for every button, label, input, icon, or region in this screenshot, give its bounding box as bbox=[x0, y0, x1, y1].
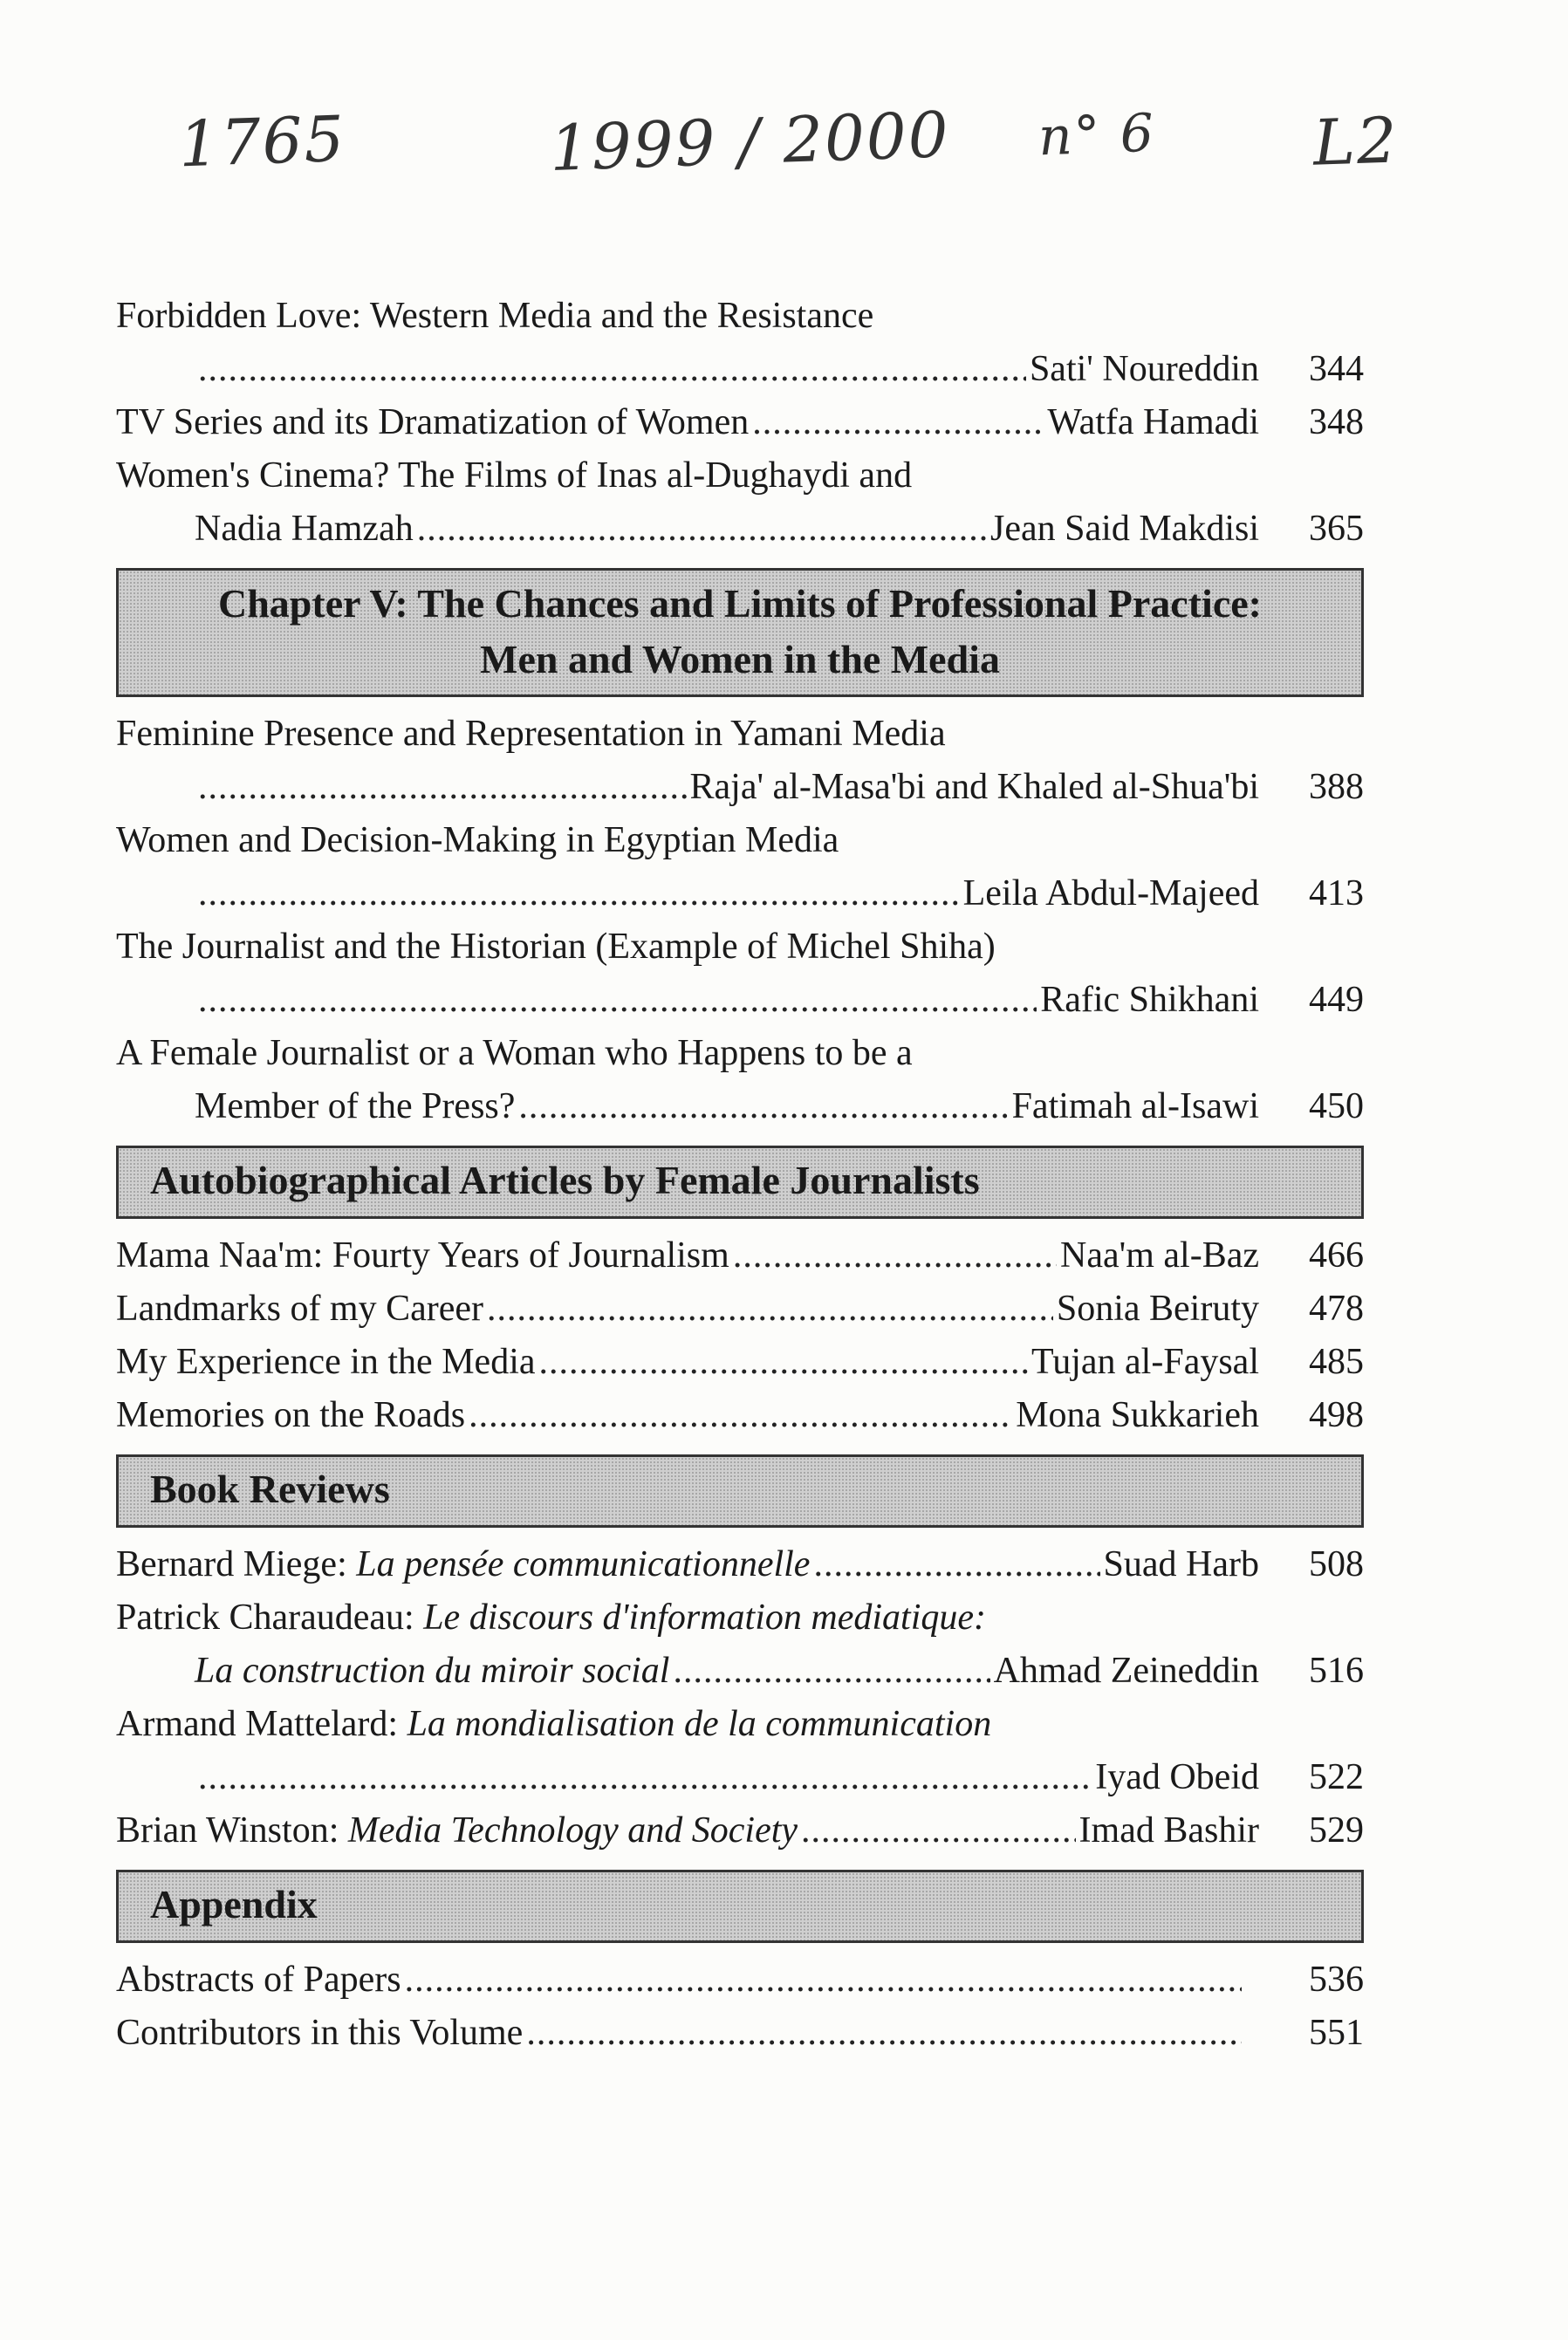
entry-title: Memories on the Roads bbox=[116, 1395, 466, 1435]
entry-title bbox=[116, 1698, 1364, 1751]
review-author-name: Armand Mattelard: bbox=[116, 1704, 407, 1744]
handwritten-note-2: 1999 / 2000 bbox=[548, 98, 951, 185]
entry-page: 388 bbox=[1309, 767, 1364, 807]
table-of-contents bbox=[116, 290, 1364, 2060]
toc-entry bbox=[116, 1645, 1364, 1698]
toc-entry bbox=[116, 1283, 1364, 1336]
toc-entry bbox=[116, 1751, 1364, 1804]
toc-entry bbox=[116, 761, 1364, 814]
leader-dots bbox=[526, 2007, 1242, 2060]
entry-title bbox=[195, 1645, 669, 1698]
entry-author: Watfa Hamadi bbox=[1047, 402, 1259, 442]
entry-title: A Female Journalist or a Woman who Happens to be a bbox=[116, 1033, 913, 1073]
leader-dots bbox=[405, 1953, 1242, 2007]
entry-title: Mama Naa'm: Fourty Years of Journalism bbox=[116, 1235, 729, 1276]
toc-entry bbox=[116, 449, 1364, 503]
review-author-name: Brian Winston: bbox=[116, 1810, 348, 1851]
entry-page: 522 bbox=[1309, 1757, 1364, 1797]
entry-page: 529 bbox=[1309, 1810, 1364, 1851]
toc-entry bbox=[116, 867, 1364, 920]
entry-title: Abstracts of Papers bbox=[116, 1960, 401, 2000]
entry-page: 466 bbox=[1309, 1235, 1364, 1276]
entry-author: Mona Sukkarieh bbox=[1016, 1395, 1259, 1435]
leader-dots bbox=[198, 867, 960, 920]
review-book-title: Media Technology and Society bbox=[347, 1810, 798, 1851]
leader-dots bbox=[673, 1645, 989, 1698]
toc-entry bbox=[116, 1953, 1364, 2007]
chapter-5-title-line1: Chapter V: The Chances and Limits of Professional Practice: bbox=[218, 581, 1262, 626]
entry-author: Tujan al-Faysal bbox=[1031, 1342, 1259, 1382]
entry-title: Forbidden Love: Western Media and the Resistance bbox=[116, 296, 874, 336]
entry-title: Women's Cinema? The Films of Inas al-Dughaydi and bbox=[116, 455, 913, 496]
entry-title: Feminine Presence and Representation in Yamani Media bbox=[116, 714, 946, 754]
leader-dots bbox=[198, 1751, 1092, 1804]
toc-entry bbox=[116, 290, 1364, 343]
appendix-title: Appendix bbox=[150, 1882, 318, 1926]
handwritten-note-4: L2 bbox=[1311, 103, 1400, 180]
toc-entry bbox=[116, 503, 1364, 556]
toc-entry bbox=[116, 708, 1364, 761]
toc-entry bbox=[116, 814, 1364, 867]
leader-dots bbox=[733, 1229, 1057, 1283]
leader-dots bbox=[518, 1080, 1008, 1133]
entry-author: Suad Harb bbox=[1103, 1544, 1259, 1584]
entry-title: Landmarks of my Career bbox=[116, 1289, 484, 1329]
leader-dots bbox=[752, 396, 1044, 449]
toc-entry bbox=[116, 396, 1364, 449]
review-book-title: La pensée communicationnelle bbox=[356, 1544, 811, 1584]
toc-entry bbox=[116, 2007, 1364, 2060]
toc-entry bbox=[116, 1336, 1364, 1389]
entry-author: Sonia Beiruty bbox=[1056, 1289, 1259, 1329]
toc-entry bbox=[116, 1698, 1364, 1751]
leader-dots bbox=[813, 1538, 1099, 1591]
appendix-heading bbox=[116, 1870, 1364, 1943]
entry-page: 478 bbox=[1309, 1289, 1364, 1329]
entry-author: Sati' Noureddin bbox=[1029, 349, 1259, 389]
toc-entry bbox=[116, 1229, 1364, 1283]
entry-author: Imad Bashir bbox=[1078, 1810, 1259, 1851]
autobiographical-title: Autobiographical Articles by Female Journalists bbox=[150, 1158, 980, 1202]
entry-title: Member of the Press? bbox=[195, 1086, 516, 1126]
toc-entry bbox=[116, 1538, 1364, 1591]
chapter-5-heading bbox=[116, 568, 1364, 697]
review-book-title: La mondialisation de la communication bbox=[407, 1704, 992, 1744]
toc-entry bbox=[116, 1080, 1364, 1133]
toc-entry bbox=[116, 343, 1364, 396]
leader-dots bbox=[801, 1804, 1076, 1858]
book-reviews-title: Book Reviews bbox=[150, 1467, 390, 1511]
leader-dots bbox=[198, 974, 1037, 1027]
entry-title: Contributors in this Volume bbox=[116, 2013, 524, 2053]
leader-dots bbox=[487, 1283, 1053, 1336]
autobiographical-heading bbox=[116, 1146, 1364, 1219]
review-book-title: La construction du miroir social bbox=[195, 1651, 670, 1691]
toc-entry bbox=[116, 1591, 1364, 1645]
entry-page: 348 bbox=[1309, 402, 1364, 442]
chapter-5-title-line2: Men and Women in the Media bbox=[480, 637, 1000, 681]
book-reviews-heading bbox=[116, 1454, 1364, 1528]
review-author-name: Patrick Charaudeau: bbox=[116, 1598, 424, 1638]
entry-title: Women and Decision-Making in Egyptian Media bbox=[116, 820, 839, 860]
entry-page: 536 bbox=[1309, 1960, 1364, 2000]
entry-title: Nadia Hamzah bbox=[195, 509, 414, 549]
entry-author: Ahmad Zeineddin bbox=[993, 1651, 1259, 1691]
entry-page: 344 bbox=[1309, 349, 1364, 389]
review-book-title: Le discours d'information mediatique: bbox=[423, 1598, 986, 1638]
toc-entry bbox=[116, 1027, 1364, 1080]
review-author-name: Bernard Miege: bbox=[116, 1544, 357, 1584]
handwritten-note-1: 1765 bbox=[177, 101, 347, 181]
entry-title: The Journalist and the Historian (Example of Michel Shiha) bbox=[116, 927, 996, 967]
entry-page: 450 bbox=[1309, 1086, 1364, 1126]
entry-author: Leila Abdul-Majeed bbox=[962, 873, 1259, 913]
entry-author: Raja' al-Masa'bi and Khaled al-Shua'bi bbox=[689, 767, 1259, 807]
entry-author: Fatimah al-Isawi bbox=[1011, 1086, 1259, 1126]
entry-author: Naa'm al-Baz bbox=[1060, 1235, 1259, 1276]
toc-entry bbox=[116, 920, 1364, 974]
entry-title: My Experience in the Media bbox=[116, 1342, 536, 1382]
entry-title: TV Series and its Dramatization of Women bbox=[116, 402, 750, 442]
entry-page: 413 bbox=[1309, 873, 1364, 913]
entry-author: Rafic Shikhani bbox=[1040, 980, 1259, 1020]
entry-page: 449 bbox=[1309, 980, 1364, 1020]
leader-dots bbox=[417, 503, 987, 556]
toc-entry bbox=[116, 974, 1364, 1027]
entry-title bbox=[116, 1538, 810, 1591]
leader-dots bbox=[198, 343, 1026, 396]
toc-entry bbox=[116, 1804, 1364, 1858]
leader-dots bbox=[539, 1336, 1029, 1389]
entry-title bbox=[116, 1591, 1364, 1645]
entry-page: 551 bbox=[1309, 2013, 1364, 2053]
entry-author: Iyad Obeid bbox=[1095, 1757, 1259, 1797]
toc-entry bbox=[116, 1389, 1364, 1442]
handwritten-note-3: n° 6 bbox=[1037, 102, 1157, 168]
leader-dots bbox=[198, 761, 687, 814]
entry-page: 485 bbox=[1309, 1342, 1364, 1382]
leader-dots bbox=[469, 1389, 1012, 1442]
entry-page: 365 bbox=[1309, 509, 1364, 549]
entry-page: 516 bbox=[1309, 1651, 1364, 1691]
entry-title bbox=[116, 1804, 798, 1858]
entry-page: 498 bbox=[1309, 1395, 1364, 1435]
entry-page: 508 bbox=[1309, 1544, 1364, 1584]
entry-author: Jean Said Makdisi bbox=[990, 509, 1259, 549]
